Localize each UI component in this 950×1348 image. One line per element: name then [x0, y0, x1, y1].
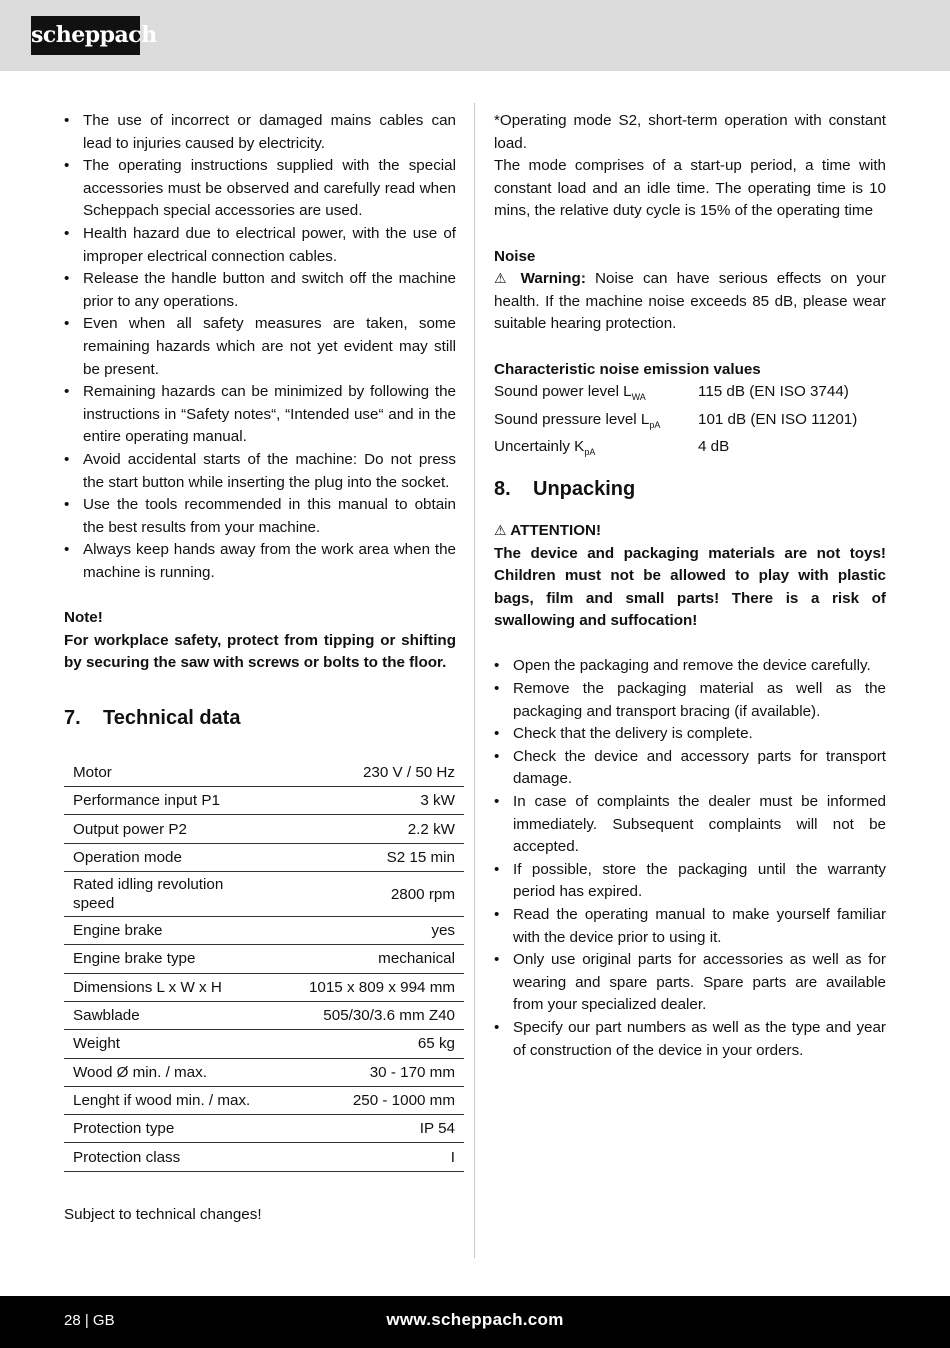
- table-row: [64, 973, 464, 1001]
- attention-heading: ⚠ ATTENTION!: [494, 521, 602, 539]
- table-row: [494, 436, 857, 464]
- section-7-heading: [64, 705, 456, 731]
- row-value: S2 15 min: [262, 843, 464, 871]
- row-label: Wood Ø min. / max.: [64, 1058, 262, 1086]
- table-row: [64, 1086, 464, 1114]
- row-label: Dimensions L x W x H: [64, 973, 262, 1001]
- header-bar: [0, 0, 950, 71]
- table-row: [64, 1058, 464, 1086]
- table-row: [64, 917, 464, 945]
- row-value: 230 V / 50 Hz: [262, 759, 464, 787]
- list-item: • Use the tools recommended in this manual to obtain the best results from your machine.: [64, 494, 456, 539]
- noise-warning: [494, 268, 886, 336]
- note-text: For workplace safety, protect from tipping or shifting by securing the saw with screws or bolts to the floor.: [64, 631, 456, 672]
- list-item: • Avoid accidental starts of the machine: Do not press the start button while inserting the plug into the socket.: [64, 449, 456, 494]
- safety-bullet-list: [64, 110, 456, 584]
- row-label: Lenght if wood min. / max.: [64, 1086, 262, 1114]
- table-row: [64, 872, 464, 917]
- list-item: • Open the packaging and remove the device carefully.: [494, 655, 886, 678]
- row-label: Sawblade: [64, 1001, 262, 1029]
- list-item: • Check that the delivery is complete.: [494, 723, 886, 746]
- row-value: 65 kg: [262, 1030, 464, 1058]
- operating-mode-note: *Operating mode S2, short-term operation with constant load.: [494, 112, 886, 152]
- table-row: [494, 409, 857, 437]
- row-label: Performance input P1: [64, 787, 262, 815]
- table-row: [64, 843, 464, 871]
- list-item: • Read the operating manual to make yourself familiar with the device prior to using it.: [494, 904, 886, 949]
- row-label: Weight: [64, 1030, 262, 1058]
- column-divider: [474, 103, 475, 1258]
- table-row: [64, 1115, 464, 1143]
- noise-values-table: [494, 381, 857, 464]
- list-item: • Check the device and accessory parts for transport damage.: [494, 746, 886, 791]
- row-value: 115 dB (EN ISO 3744): [698, 383, 849, 401]
- list-item: • The use of incorrect or damaged mains cables can lead to injuries caused by electricity.: [64, 110, 456, 155]
- row-value: I: [262, 1143, 464, 1171]
- table-row: [64, 815, 464, 843]
- list-item: • Remaining hazards can be minimized by following the instructions in “Safety notes“, “Intended use“ and in the entire operating manual.: [64, 381, 456, 449]
- list-item: • Health hazard due to electrical power, with the use of improper electrical connection cables.: [64, 223, 456, 268]
- warning-text: Noise can have serious effects on your health. If the machine noise exceeds 85 dB, please wear suitable hearing protection.: [494, 270, 886, 333]
- table-row: [64, 1143, 464, 1171]
- list-item: • The operating instructions supplied with the special accessories must be observed and carefully read when Scheppach special accessories are used.: [64, 155, 456, 223]
- warning-triangle-icon: ⚠: [494, 271, 512, 288]
- brand-logo: scheppach: [31, 16, 140, 55]
- row-label: Protection type: [64, 1115, 262, 1143]
- operating-mode-description: The mode comprises of a start-up period, a time with constant load and an idle time. The operating time is 10 mins, the relative duty cycle is 15% of the operating time: [494, 157, 886, 220]
- unpacking-bullet-list: [494, 655, 886, 1062]
- table-row: [64, 945, 464, 973]
- list-item: • If possible, store the packaging until the warranty period has expired.: [494, 859, 886, 904]
- row-value: 101 dB (EN ISO 11201): [698, 410, 858, 428]
- row-value: 505/30/3.6 mm Z40: [262, 1001, 464, 1029]
- row-label: Operation mode: [64, 843, 262, 871]
- list-item: • Remove the packaging material as well as the packaging and transport bracing (if available).: [494, 678, 886, 723]
- footer-bar: [0, 1296, 950, 1348]
- warning-triangle-icon: ⚠: [494, 522, 507, 539]
- attention-text: The device and packaging materials are not toys! Children must not be allowed to play with plastic bags, film and small parts! There is a risk of swallowing and suffocation!: [494, 544, 886, 630]
- row-label: Sound pressure level $L_{pA}$: [494, 410, 661, 430]
- website-link[interactable]: www.scheppach.com: [386, 1310, 564, 1329]
- row-value: 1015 x 809 x 994 mm: [262, 973, 464, 1001]
- table-row: [64, 1001, 464, 1029]
- section-number: 7.: [64, 706, 81, 729]
- technical-changes-note: Subject to technical changes!: [64, 1205, 262, 1223]
- row-label: Motor: [64, 759, 262, 787]
- technical-data-table: [64, 759, 464, 1172]
- row-label: Protection class: [64, 1143, 262, 1171]
- row-value: 4 dB: [698, 438, 730, 456]
- row-label: Engine brake type: [64, 945, 262, 973]
- left-column: [64, 110, 456, 1226]
- list-item: • Specify our part numbers as well as the type and year of construction of the device in your orders.: [494, 1017, 886, 1062]
- row-value: 30 - 170 mm: [262, 1058, 464, 1086]
- table-row: [64, 759, 464, 787]
- right-column: [494, 110, 886, 1062]
- page-number: 28 | GB: [64, 1312, 115, 1329]
- table-row: [64, 1030, 464, 1058]
- row-value: 2.2 kW: [262, 815, 464, 843]
- row-label: Uncertainly $K_{pA}$: [494, 438, 596, 458]
- list-item: • Only use original parts for accessories as well as for wearing and spare parts. Spare parts are available from your specialized dealer.: [494, 949, 886, 1017]
- table-row: [494, 381, 857, 409]
- list-item: • In case of complaints the dealer must be informed immediately. Subsequent complaints will not be accepted.: [494, 791, 886, 859]
- row-label: Engine brake: [64, 917, 262, 945]
- table-row: [64, 787, 464, 815]
- list-item: • Release the handle button and switch off the machine prior to any operations.: [64, 268, 456, 313]
- list-item: • Always keep hands away from the work area when the machine is running.: [64, 539, 456, 584]
- row-value: 2800 rpm: [262, 872, 464, 917]
- note-title: Note!: [64, 609, 103, 627]
- row-value: yes: [262, 917, 464, 945]
- row-value: mechanical: [262, 945, 464, 973]
- row-value: 3 kW: [262, 787, 464, 815]
- row-value: 250 - 1000 mm: [262, 1086, 464, 1114]
- row-label: Rated idling revolution speed: [64, 872, 262, 917]
- section-number: 8.: [494, 477, 511, 500]
- section-8-heading: [494, 476, 886, 502]
- row-label: Sound power level $L_{WA}$: [494, 383, 646, 403]
- warning-label: Warning:: [520, 270, 586, 288]
- noise-heading: Noise: [494, 247, 536, 265]
- list-item: • Even when all safety measures are taken, some remaining hazards which are not yet evident may still be present.: [64, 313, 456, 381]
- row-value: IP 54: [262, 1115, 464, 1143]
- section-title: Technical data: [103, 706, 241, 729]
- noise-values-heading: Characteristic noise emission values: [494, 360, 761, 378]
- section-title: Unpacking: [533, 477, 636, 500]
- row-label: Output power P2: [64, 815, 262, 843]
